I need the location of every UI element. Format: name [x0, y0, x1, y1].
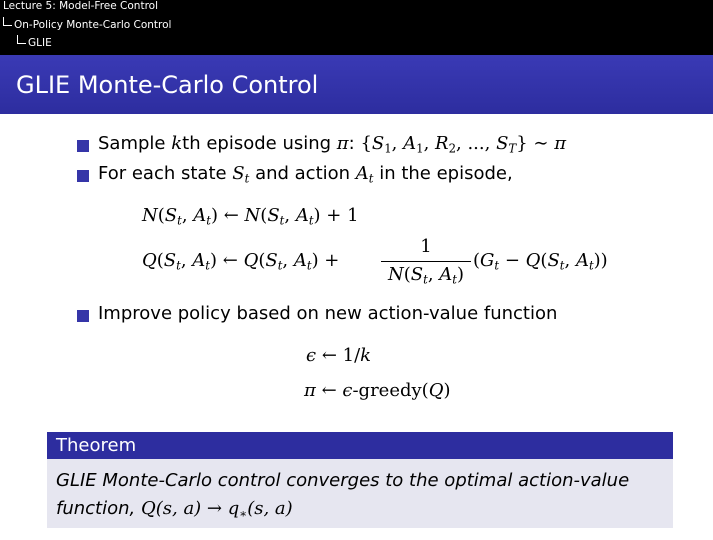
bullet-sample-episode: Sample kth episode using π: {$S_1$, $A_1$, $R_2$, ..., $S_T$} ∼ π — [98, 133, 567, 156]
theorem-header — [47, 432, 673, 459]
equation-count-update: $N(S_t$, $A_t$) ← $N(S_t$, $A_t) + 1$ — [142, 205, 359, 228]
title-bar — [0, 55, 713, 114]
tree-corner-icon — [17, 35, 26, 44]
breadcrumb-lecture: Lecture 5: Model-Free Control — [3, 0, 158, 12]
breadcrumb-subsection: GLIE — [17, 35, 52, 50]
tree-corner-icon — [3, 17, 12, 26]
theorem-text: GLIE Monte-Carlo control converges to the optimal action-value function, Q(s, $a) \to q_∗(s$, a) — [56, 470, 630, 521]
bullet-icon — [77, 310, 89, 322]
theorem-body — [47, 459, 673, 528]
equation-policy: π ← ϵ-greedy(Q) — [304, 380, 451, 401]
breadcrumb — [0, 0, 713, 55]
bullet-icon — [77, 140, 89, 152]
bullet-each-state: For each state $S_t$ and action $A_t$ in the episode, — [98, 163, 513, 186]
fraction-denominator: $N(S_t$, $A_t$) — [387, 264, 464, 287]
fraction-numerator: 1 — [420, 236, 432, 257]
bullet-icon — [77, 170, 89, 182]
theorem-title: Theorem — [56, 435, 137, 456]
equation-q-update-left: $Q(S_t$, $A_t$) ← $Q(S_t$, $A_t$) + — [142, 250, 340, 273]
bullet-improve-policy: Improve policy based on new action-value function — [98, 303, 558, 324]
equation-epsilon: ϵ ← 1/k — [306, 345, 372, 366]
breadcrumb-section: On-Policy Monte-Carlo Control — [3, 17, 171, 32]
equation-q-update-right: ($G_t - Q(S_t$, $A_t$)) — [473, 250, 608, 273]
slide-title: GLIE Monte-Carlo Control — [16, 71, 319, 99]
fraction-line — [381, 261, 471, 262]
